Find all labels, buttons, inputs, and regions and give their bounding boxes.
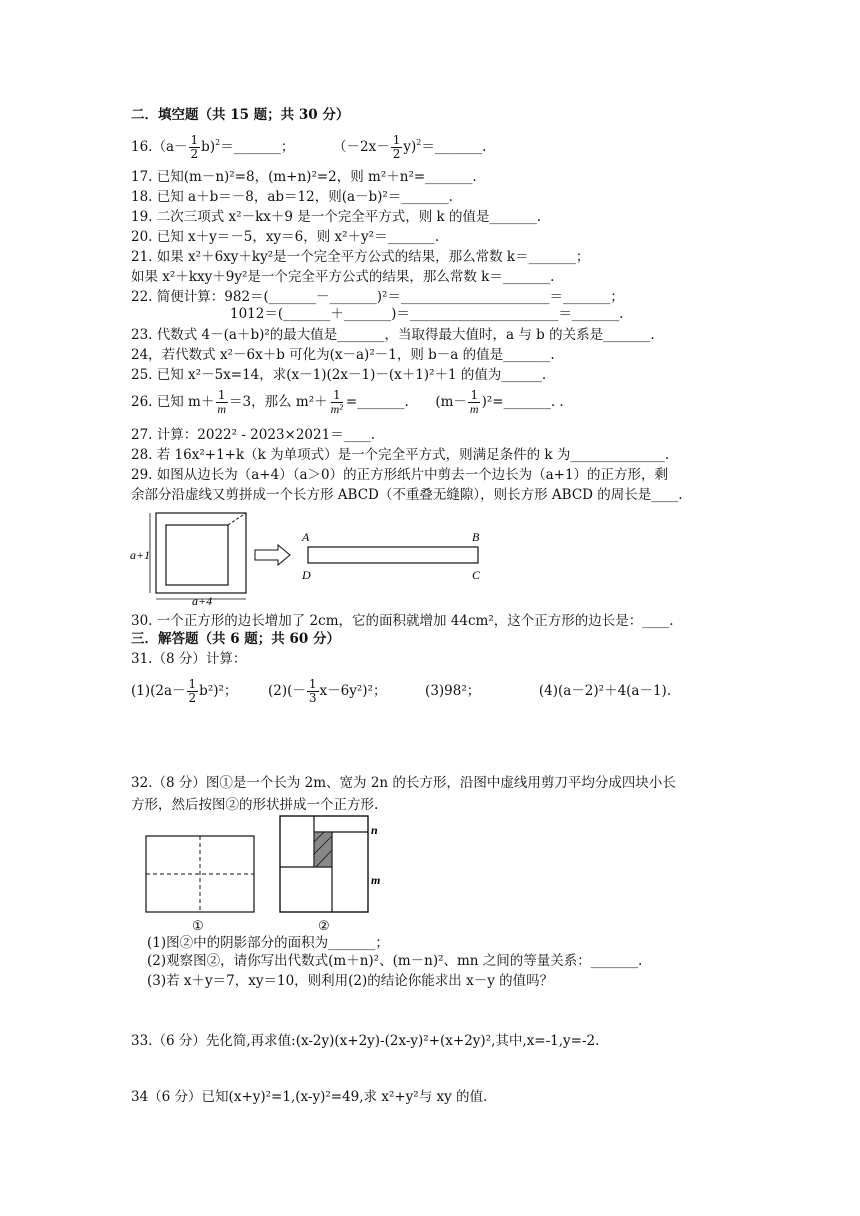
question-31-parts: (1)(2a－ $\frac{1}{2}$ b²)²； (2)(－ $\frac{1}{3}$ x－6y²)²； (3)98²； (4)(a－2)²＋4(a－1).: [131, 677, 672, 705]
section-2-title: 二．填空题（共 15 题；共 30 分）: [131, 107, 350, 123]
inner-square: [166, 525, 228, 585]
figure-29: [128, 503, 508, 608]
fraction: $\frac{1}{\text{m²}}$: [330, 388, 343, 416]
shaded-region: [314, 832, 332, 867]
fraction: $\frac{1}{2}$: [188, 677, 197, 705]
fraction: $\frac{1}{m}$: [217, 388, 227, 416]
question-33: 33.（6 分）先化简,再求值:(x-2y)(x+2y)-(2x-y)²+(x+2y)²,其中,x=-1,y=-2.: [131, 1033, 600, 1049]
question-21-line2: 如果 x²＋kxy＋9y²是一个完全平方公式的结果，那么常数 k＝_______.: [131, 269, 555, 285]
question-29-line1: 29. 如图从边长为（a+4）（a＞0）的正方形纸片中剪去一个边长为（a+1）的正方形，剩: [131, 467, 669, 483]
question-23: 23. 代数式 4－(a＋b)²的最大值是_______，当取得最大值时，a 与 b 的关系是_______.: [131, 327, 655, 343]
section-3-title: 三．解答题（共 6 题；共 60 分）: [131, 631, 340, 647]
question-32-line2: 方形，然后按图②的形状拼成一个正方形.: [131, 797, 379, 813]
question-32-line1: 32.（8 分）图①是一个长为 2m、宽为 2n 的长方形，沿图中虚线用剪刀平均分成四块小长: [131, 775, 676, 791]
fraction: $\frac{1}{2}$: [190, 133, 199, 161]
question-21-line1: 21. 如果 x²＋6xy＋ky²是一个完全平方公式的结果，那么常数 k＝_______；: [131, 249, 590, 265]
question-32-sub3: (3)若 x＋y＝7，xy＝10，则利用(2)的结论你能求出 x－y 的值吗？: [147, 973, 554, 989]
question-19: 19. 二次三项式 x²－kx＋9 是一个完全平方式，则 k 的值是_______.: [131, 209, 542, 225]
caption-2: ②: [318, 918, 330, 933]
label-d: D: [302, 568, 311, 582]
label-c: C: [472, 568, 481, 582]
question-22-line1: 22. 简便计算：982＝(_______－_______)²＝______________________＝_______；: [131, 289, 624, 305]
fraction: $\frac{1}{2}$: [392, 133, 401, 161]
question-29-line2: 余部分沿虚线又剪拼成一个长方形 ABCD（不重叠无缝隙），则长方形 ABCD 的周长是____.: [131, 487, 683, 503]
dashed-cut: [228, 513, 246, 525]
question-17: 17. 已知(m－n)²=8，(m+n)²=2，则 m²＋n²=_______.: [131, 169, 477, 185]
question-25: 25. 已知 x²－5x=14，求(x－1)(2x－1)－(x＋1)²＋1 的值为______.: [131, 367, 547, 383]
question-32-sub1: (1)图②中的阴影部分的面积为_______；: [147, 935, 389, 951]
label-a: A: [302, 530, 310, 544]
fraction: $\frac{1}{m}$: [469, 388, 479, 416]
label-n: n: [371, 823, 378, 837]
rectangle-abcd: [308, 547, 478, 563]
question-30: 30. 一个正方形的边长增加了 2cm，它的面积就增加 44cm²，这个正方形的边长是：____.: [131, 613, 674, 629]
figure-32: [140, 812, 390, 936]
caption-1: ①: [192, 918, 204, 933]
question-27: 27. 计算：2022² - 2023×2021＝____.: [131, 427, 375, 443]
arrow-icon: [255, 545, 290, 565]
question-26: 26. 已知 m＋ $\frac{1}{m}$ ＝3，那么 m²＋ $\frac{1}{\text{m²}}$ =_______. (m－ $\frac{1}{m}$ )²=_______. .: [131, 388, 564, 416]
label-m: m: [371, 873, 381, 887]
question-32-sub2: (2)观察图②，请你写出代数式(m＋n)²、(m－n)²、mn 之间的等量关系：_______.: [147, 953, 643, 969]
label-b: B: [472, 530, 480, 544]
question-22-line2: 1012＝(_______＋_______)＝______________________＝_______.: [230, 306, 624, 322]
question-31-head: 31.（8 分）计算：: [131, 651, 247, 667]
question-16: 16.（a－ $\frac{1}{2}$ b)$^2$＝_______； （－2x－ $\frac{1}{2}$ y)$^2$＝_______.: [131, 133, 487, 161]
question-18: 18. 已知 a＋b＝－8，ab＝12，则(a－b)²＝_______.: [131, 189, 453, 205]
bottom-label: a+4: [192, 594, 213, 608]
question-28: 28. 若 16x²+1+k（k 为单项式）是一个完全平方式，则满足条件的 k 为______________.: [131, 447, 670, 463]
left-label: a+1: [130, 548, 151, 562]
question-34: 34（6 分）已知(x+y)²=1,(x-y)²=49,求 x²+y²与 xy 的值.: [131, 1089, 488, 1105]
question-20: 20. 已知 x＋y＝－5，xy＝6，则 x²＋y²＝_______.: [131, 229, 440, 245]
question-24: 24，若代数式 x²－6x＋b 可化为(x－a)²－1，则 b－a 的值是_______.: [131, 347, 555, 363]
fraction: $\frac{1}{3}$: [308, 677, 317, 705]
